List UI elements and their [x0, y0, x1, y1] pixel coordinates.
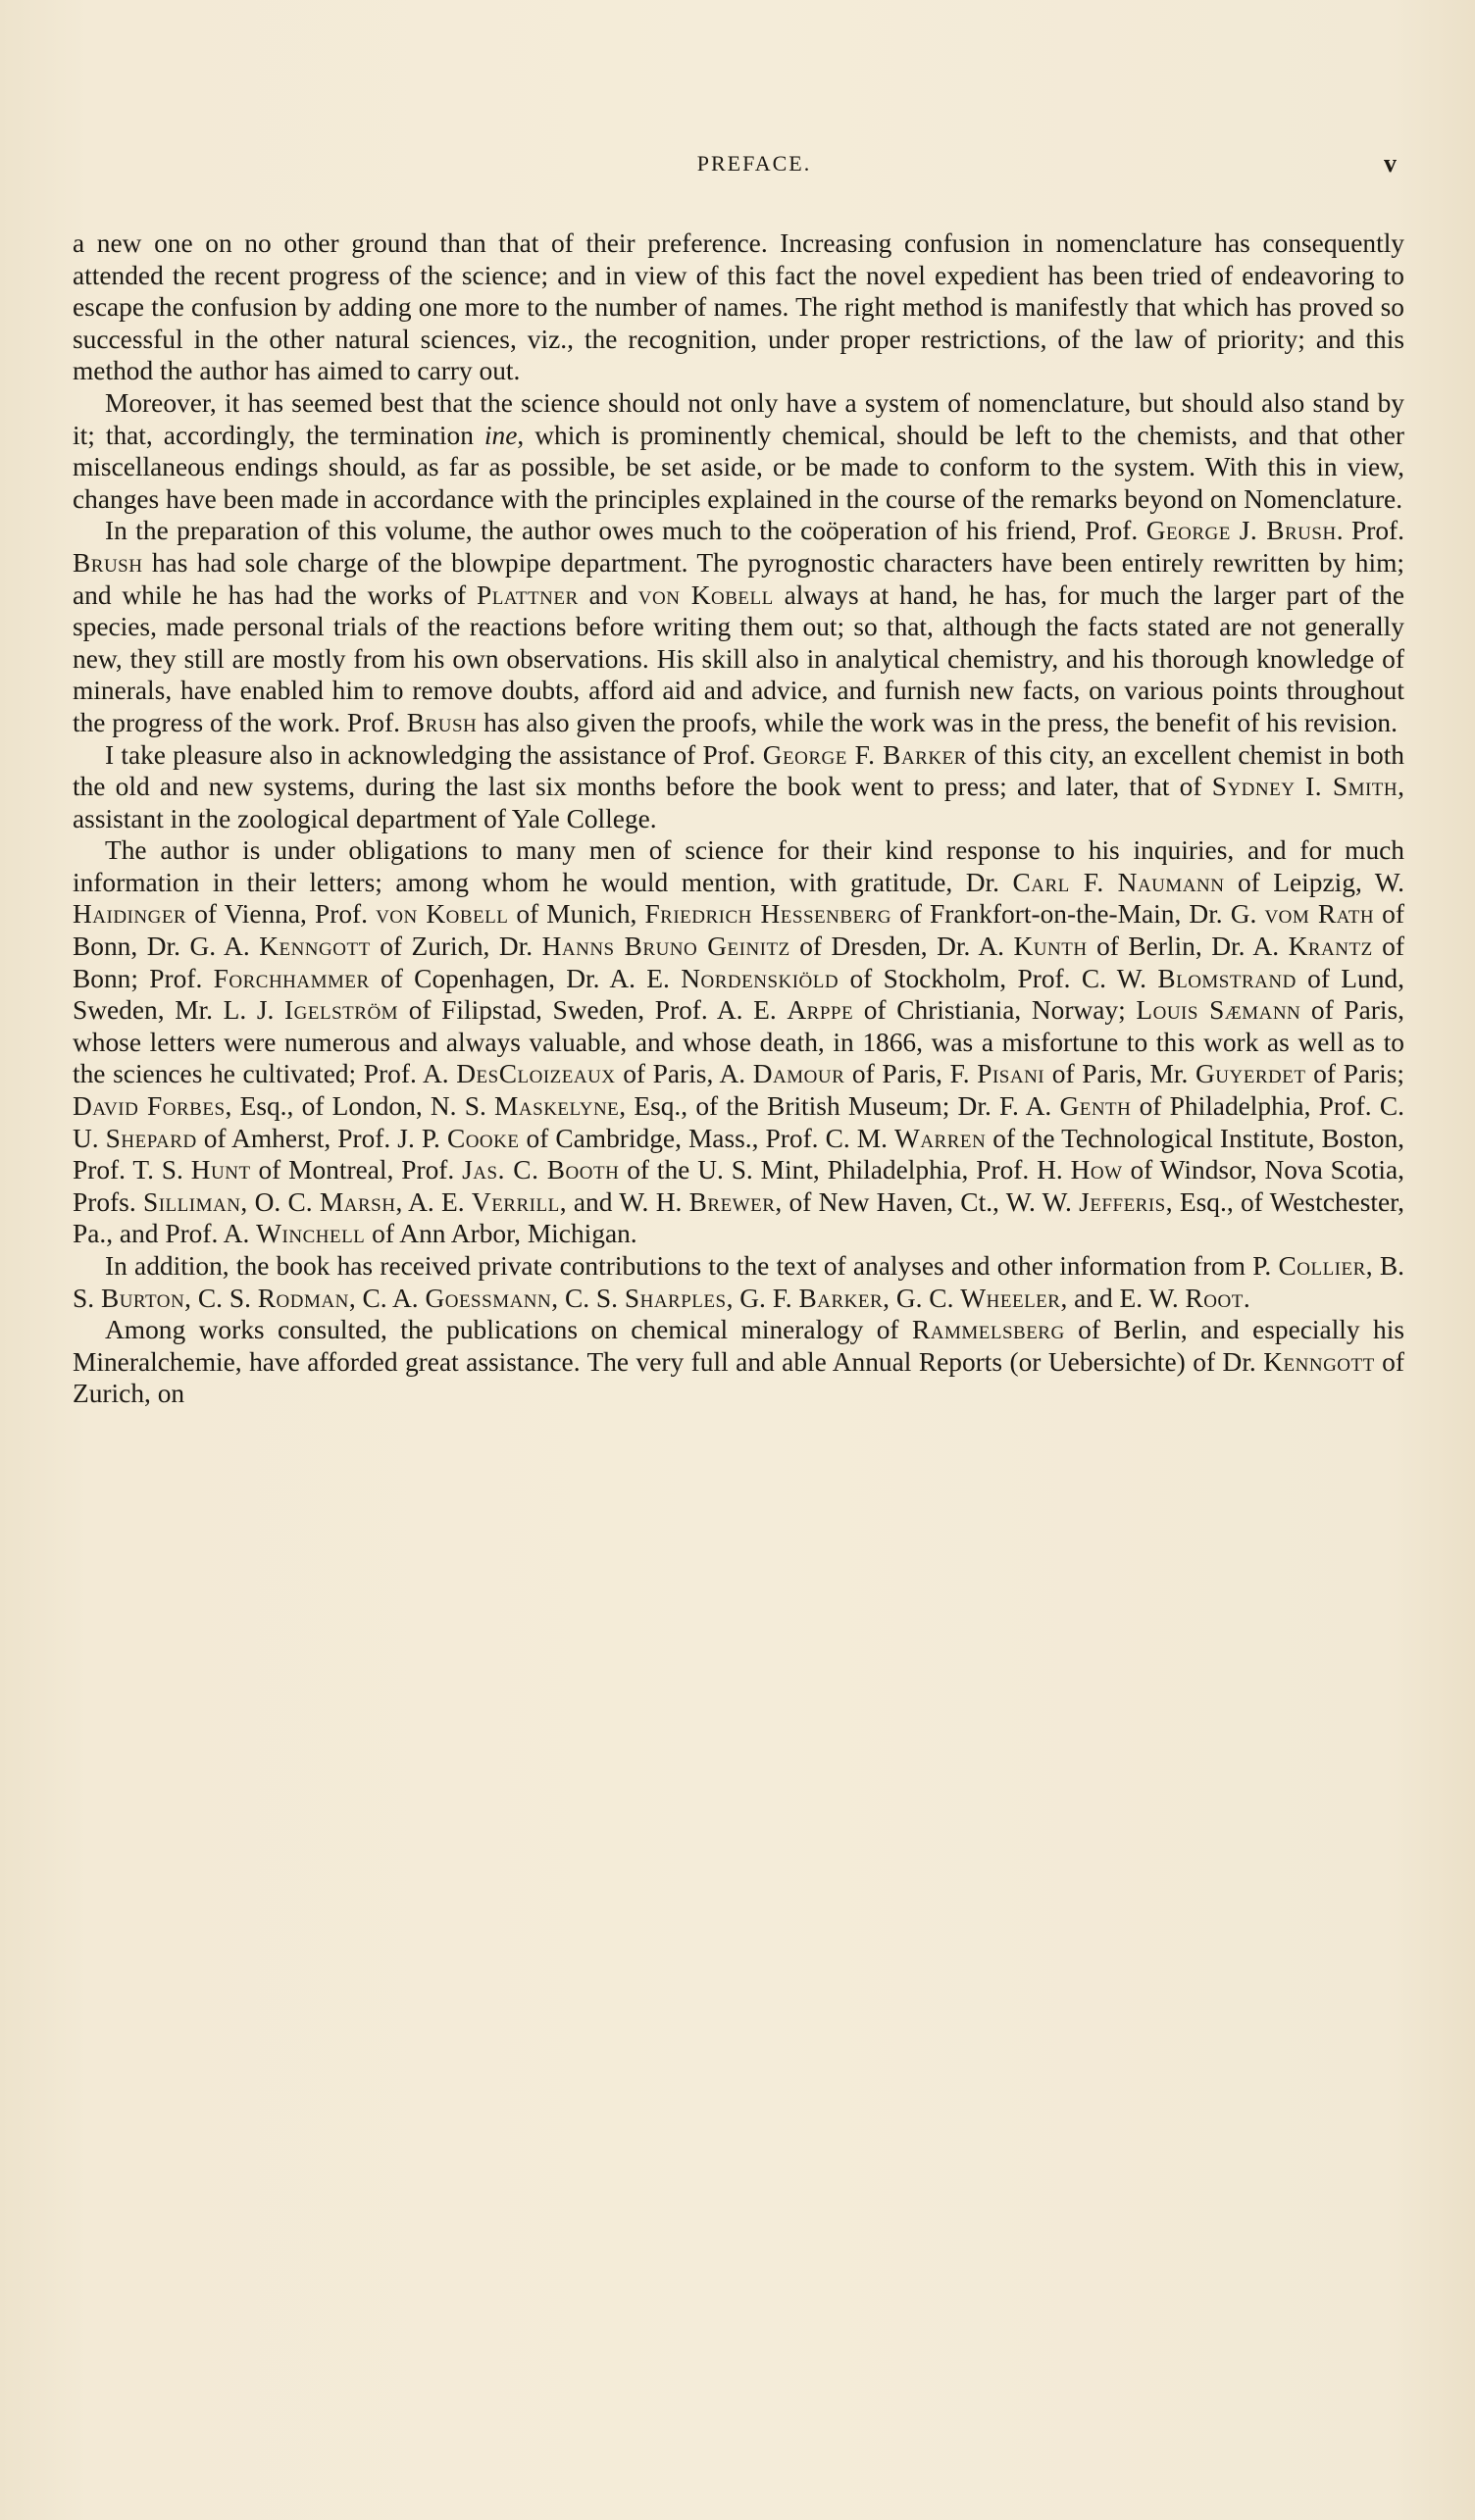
- text-run: of Windsor, Nova Scotia, Profs.: [73, 1155, 1404, 1217]
- text-run: , and E. W.: [1060, 1283, 1186, 1313]
- text-run: of Amherst, Prof. J. P.: [196, 1123, 447, 1153]
- person-name: Brush: [73, 547, 143, 578]
- person-name: Damour: [752, 1059, 845, 1089]
- person-name: Carl F. Naumann: [1012, 867, 1225, 897]
- text-run: of Dresden, Dr. A.: [789, 932, 1014, 962]
- person-name: Igelström: [284, 995, 399, 1026]
- running-head: [106, 147, 1402, 180]
- person-name: Brush: [406, 707, 478, 737]
- person-name: Haidinger: [73, 899, 187, 930]
- text-run: of this city, an excellent chemist in both the old and new systems, during the last six months before the book went to press; and later, that of: [73, 739, 1404, 802]
- paragraph: [73, 1314, 1404, 1410]
- person-name: Shepard: [105, 1123, 197, 1153]
- text-run: and: [578, 580, 638, 610]
- paragraph: [73, 515, 1404, 738]
- paragraph: [73, 227, 1404, 387]
- text-run: , O. C.: [240, 1186, 320, 1217]
- person-name: von Kobell: [376, 899, 509, 930]
- italic-term: ine: [483, 420, 518, 450]
- text-run: Among works consulted, the publications on chemical mineralogy of: [105, 1315, 912, 1345]
- paragraph: [73, 739, 1404, 835]
- text-run: , which is prominently chemical, should be left to the chemists, and that other miscellaneous endings should, as far as possible, be set aside, or be made to conform to the system. With this in view, changes have been made in accordance with the principles explained in the course of the remarks beyond on Nomenclature.: [73, 420, 1405, 514]
- person-name: Marsh: [319, 1186, 396, 1217]
- person-name: Plattner: [476, 580, 579, 610]
- person-name: von Kobell: [637, 580, 774, 610]
- paragraph: [73, 834, 1404, 1250]
- text-run: Moreover, it has seemed best that the science should not only have a system of nomenclature, but should also stand by it; that, accordingly, the termination: [73, 387, 1404, 450]
- text-run: In addition, the book has received private contributions to the text of analyses and other information from P.: [105, 1251, 1279, 1281]
- person-name: Cooke: [446, 1123, 520, 1153]
- text-run: of Vienna, Prof.: [186, 899, 377, 930]
- person-name: Hanns Bruno Geinitz: [541, 932, 790, 962]
- person-name: DesCloizeaux: [456, 1059, 616, 1089]
- text-run: of Ann Arbor, Michigan.: [365, 1219, 637, 1249]
- text-run: , C. S.: [551, 1283, 625, 1313]
- person-name: Genth: [1059, 1091, 1132, 1122]
- person-name: Blomstrand: [1157, 963, 1297, 993]
- paragraph: [73, 387, 1404, 515]
- person-name: Nordenskiöld: [681, 963, 839, 993]
- person-name: Jefferis: [1079, 1186, 1166, 1217]
- text-run: , of New Haven, Ct., W. W.: [775, 1186, 1080, 1217]
- text-run: of Lund, Sweden, Mr. L. J.: [73, 963, 1404, 1026]
- text-run: has had sole charge of the blowpipe department. The pyrognostic characters have been entirely rewritten by him; and while he has had the works of: [73, 547, 1404, 610]
- paragraph: [73, 1250, 1404, 1314]
- text-run: of Paris;: [1305, 1059, 1404, 1089]
- person-name: Kenngott: [1263, 1346, 1375, 1377]
- person-name: Burton: [100, 1283, 185, 1313]
- person-name: Kenngott: [259, 932, 371, 962]
- person-name: How: [1070, 1155, 1123, 1185]
- text-run: of Munich,: [508, 899, 645, 930]
- person-name: Winchell: [256, 1219, 366, 1249]
- person-name: Warren: [893, 1123, 987, 1153]
- text-run: of Berlin, Dr. A.: [1087, 932, 1289, 962]
- text-run: , B. S.: [73, 1251, 1404, 1313]
- person-name: Barker: [798, 1283, 884, 1313]
- text-run: of the U. S. Mint, Philadelphia, Prof. H.: [619, 1155, 1071, 1185]
- person-name: Hunt: [190, 1155, 251, 1185]
- text-run: I take pleasure also in acknowledging the assistance of Prof.: [105, 739, 763, 770]
- person-name: Verrill: [471, 1186, 560, 1217]
- text-run: , G. F.: [726, 1283, 799, 1313]
- person-name: George J. Brush: [1145, 516, 1337, 546]
- person-name: Forchhammer: [213, 963, 370, 993]
- person-name: Rammelsberg: [911, 1315, 1065, 1345]
- person-name: Guyerdet: [1195, 1059, 1306, 1089]
- person-name: Collier: [1278, 1251, 1366, 1281]
- body-text: [73, 227, 1404, 1410]
- text-run: The author is under obligations to many men of science for their kind response to his inquiries, and for much information in their letters; among whom he would mention, with gratitude, Dr.: [73, 835, 1404, 897]
- person-name: Root: [1185, 1283, 1244, 1313]
- person-name: Goessmann: [425, 1283, 552, 1313]
- text-run: of Paris, whose letters were numerous and always valuable, and whose death, in 1866, was a misfortune to this work as well as to the sciences he cultivated; Prof. A.: [73, 995, 1405, 1089]
- text-run: , Esq., of London, N. S.: [225, 1091, 495, 1122]
- text-run: of Paris, A.: [615, 1059, 753, 1089]
- text-run: of Paris, F.: [844, 1059, 978, 1089]
- text-run: of Philadelphia, Prof. C. U.: [73, 1091, 1404, 1153]
- text-run: of Berlin, and especially his Mineralchemie, have afforded great assistance. The very full and able Annual Reports (or Uebersichte) of Dr.: [73, 1315, 1404, 1377]
- text-run: , Esq., of Westchester, Pa., and Prof. A.: [73, 1186, 1404, 1249]
- page-number: v: [1384, 149, 1397, 177]
- text-run: of Copenhagen, Dr. A. E.: [369, 963, 682, 993]
- text-run: of Zurich, Dr.: [370, 932, 542, 962]
- person-name: Silliman: [142, 1186, 241, 1217]
- text-run: of Stockholm, Prof. C. W.: [839, 963, 1158, 993]
- person-name: Louis Sæmann: [1136, 995, 1301, 1026]
- text-run: , C. A.: [348, 1283, 426, 1313]
- text-run: . Prof.: [1336, 516, 1405, 546]
- text-run: of Paris, Mr.: [1044, 1059, 1196, 1089]
- person-name: Sharples: [624, 1283, 727, 1313]
- text-run: of Montreal, Prof.: [250, 1155, 463, 1185]
- page-title: PREFACE.: [696, 151, 812, 176]
- text-run: of Bonn; Prof.: [73, 932, 1404, 993]
- text-run: of Filipstad, Sweden, Prof. A. E.: [398, 995, 788, 1026]
- text-run: has also given the proofs, while the work was in the press, the benefit of his revision.: [477, 707, 1398, 737]
- person-name: Kunth: [1013, 932, 1088, 962]
- person-name: Sydney I. Smith: [1211, 772, 1399, 802]
- person-name: Maskelyne: [494, 1091, 620, 1122]
- person-name: Pisani: [977, 1059, 1045, 1089]
- text-run: , assistant in the zoological department of Yale College.: [73, 772, 1404, 833]
- person-name: Jas. C. Booth: [462, 1155, 620, 1185]
- text-run: of Leipzig, W.: [1224, 867, 1404, 897]
- text-run: of Zurich, on: [73, 1346, 1404, 1409]
- text-run: , Esq., of the British Museum; Dr. F. A.: [619, 1091, 1060, 1122]
- person-name: Rodman: [257, 1283, 349, 1313]
- person-name: George F. Barker: [762, 739, 967, 770]
- person-name: Arppe: [787, 995, 854, 1026]
- text-run: , A. E.: [395, 1186, 472, 1217]
- person-name: Wheeler: [960, 1283, 1061, 1313]
- person-name: Friedrich Hessenberg: [644, 899, 892, 930]
- person-name: David Forbes: [73, 1091, 226, 1122]
- person-name: vom Rath: [1264, 899, 1375, 930]
- text-run: , C. S.: [184, 1283, 258, 1313]
- text-run: In the preparation of this volume, the author owes much to the coöperation of his friend, Prof.: [105, 516, 1146, 546]
- text-run: , G. C.: [883, 1283, 961, 1313]
- person-name: Brewer: [688, 1186, 776, 1217]
- text-run: of Frankfort-on-the-Main, Dr. G.: [891, 899, 1265, 930]
- text-run: of Christiania, Norway;: [853, 995, 1137, 1026]
- text-run: of the Technological Institute, Boston, Prof. T. S.: [73, 1123, 1405, 1185]
- text-run: .: [1243, 1283, 1250, 1313]
- text-run: a new one on no other ground than that of their preference. Increasing confusion in nomenclature has consequently attended the recent progress of the science; and in view of this fact the novel expedient has been tried of endeavoring to escape the confusion by adding one more to the number of names. The right method is manifestly that which has proved so successful in the other natural sciences, viz., the recognition, under proper restrictions, of the law of priority; and this method the author has aimed to carry out.: [73, 228, 1404, 386]
- person-name: Krantz: [1288, 932, 1373, 962]
- text-run: , and W. H.: [559, 1186, 689, 1217]
- text-run: of Bonn, Dr. G. A.: [73, 899, 1404, 962]
- text-run: always at hand, he has, for much the larger part of the species, made personal trials of the reactions before writing them out; so that, although the facts stated are not generally new, they still are mostly from his own observations. His skill also in analytical chemistry, and his thorough knowledge of minerals, have enabled him to remove doubts, afford aid and advice, and furnish new facts, on various points throughout the progress of the work. Prof.: [73, 580, 1404, 737]
- text-run: of Cambridge, Mass., Prof. C. M.: [519, 1123, 894, 1153]
